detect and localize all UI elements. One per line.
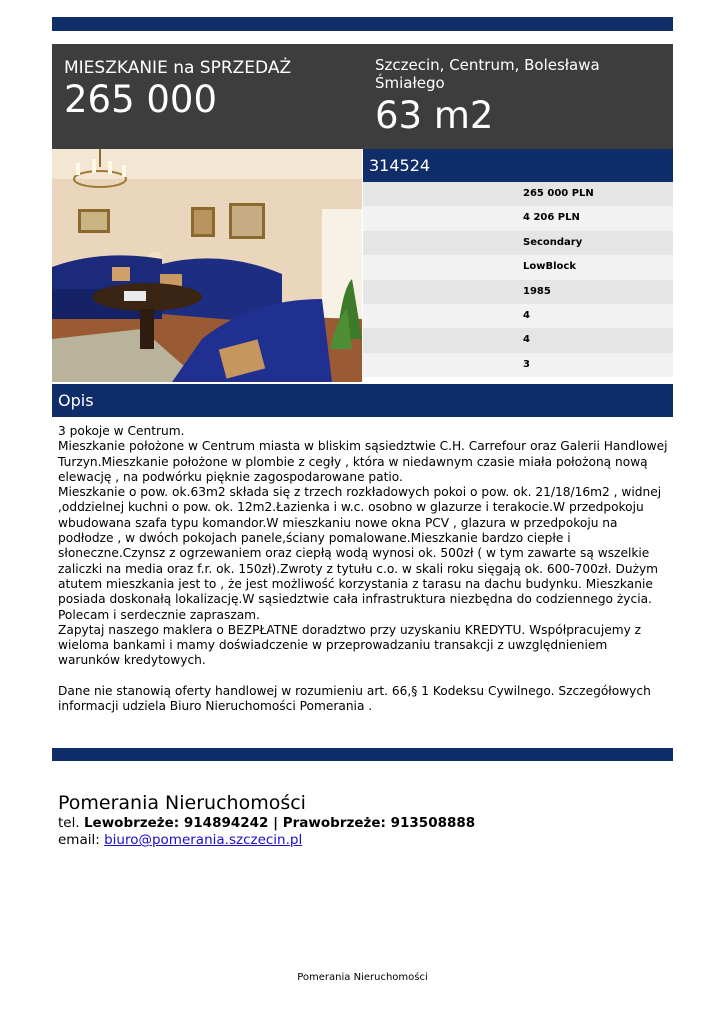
param-row bbox=[363, 353, 673, 377]
param-value: 265 000 PLN bbox=[523, 188, 594, 199]
listing-header bbox=[52, 44, 673, 149]
email-link[interactable]: biuro@pomerania.szczecin.pl bbox=[104, 832, 303, 848]
listing-type: MIESZKANIE na SPRZEDAŻ bbox=[64, 58, 292, 78]
listing-id-bar bbox=[363, 149, 673, 182]
param-row bbox=[363, 280, 673, 304]
param-row bbox=[363, 255, 673, 279]
listing-id: 314524 bbox=[369, 156, 431, 175]
top-divider-bar bbox=[52, 17, 673, 31]
params-table bbox=[363, 182, 673, 377]
property-photo bbox=[52, 149, 362, 382]
description-title: Opis bbox=[58, 391, 94, 410]
param-row bbox=[363, 328, 673, 352]
email-prefix: email: bbox=[58, 832, 105, 848]
param-value: 1985 bbox=[523, 285, 551, 297]
company-name: Pomerania Nieruchomości bbox=[58, 792, 306, 814]
param-row bbox=[363, 304, 673, 328]
param-value: 4 bbox=[523, 309, 530, 321]
phone-numbers: Lewobrzeże: 914894242 | Prawobrzeże: 913508888 bbox=[83, 815, 476, 831]
bottom-divider-bar bbox=[52, 748, 673, 761]
contact-email bbox=[58, 832, 302, 848]
param-value: 4 bbox=[523, 334, 530, 346]
listing-area: 63 m2 bbox=[375, 94, 494, 137]
listing-price: 265 000 bbox=[64, 78, 218, 121]
param-row bbox=[363, 206, 673, 230]
param-value: 4 206 PLN bbox=[523, 212, 580, 224]
contact-phone bbox=[58, 815, 475, 831]
description-header bbox=[52, 384, 673, 417]
param-value: 3 bbox=[523, 358, 530, 370]
param-row bbox=[363, 182, 673, 206]
description-text: 3 pokoje w Centrum. Mieszkanie położone w Centrum miasta w bliskim sąsiedztwie C.H. Carrefour oraz Galerii Handlowej Turzyn.Mieszkanie położone w plombie z cegły , która w niedawnym czasie miała położoną nową elewację , na podwórku pięknie zagospodarowane patio. Mieszkanie o pow. ok.63m2 składa się z trzech rozkładowych pokoi o pow. ok. 21/18/16m2 , widnej ,oddzielnej kuchni o pow. ok. 12m2.Łazienka i w.c. osobno w glazurze i terakocie.W przedpokoju wbudowana szafa typu komandor.W mieszkaniu nowe okna PCV , glazura w przedpokoju na podłodze , w dwóch pokojach panele,ściany pomalowane.Mieszkanie bardzo ciepłe i słoneczne.Czynsz z ogrzewaniem oraz ciepłą wodą wynosi ok. 500zł ( w tym zawarte są wszelkie zaliczki na media oraz f.r. ok. 150zł).Zwroty z tytułu c.o. w skali roku sięgają ok. 600-700zł. Dużym atutem mieszkania jest to , że jest możliwość korzystania z tarasu na dachu budynku. Mieszkanie posiada doskonałą lokalizację.W sąsiedztwie cała infrastruktura niezbędna do codziennego życia. Polecam i serdecznie zapraszam. Zapytaj naszego maklera o BEZPŁATNE doradztwo przy uzyskaniu KREDYTU. Współpracujemy z wieloma bankami i mamy doświadczenie w przeprowadzaniu transakcji z uwzględnieniem warunków kredytowych. Dane nie stanowią oferty handlowej w rozumieniu art. 66,§ 1 Kodeksu Cywilnego. Szczegółowych informacji udziela Biuro Nieruchomości Pomerania . bbox=[58, 424, 668, 714]
param-row bbox=[363, 231, 673, 255]
listing-location: Szczecin, Centrum, Bolesława Śmiałego bbox=[375, 56, 600, 92]
param-value: Secondary bbox=[523, 236, 583, 248]
param-value: LowBlock bbox=[523, 261, 576, 273]
phone-prefix: tel. bbox=[58, 815, 84, 831]
page-footer: Pomerania Nieruchomości bbox=[297, 972, 428, 983]
